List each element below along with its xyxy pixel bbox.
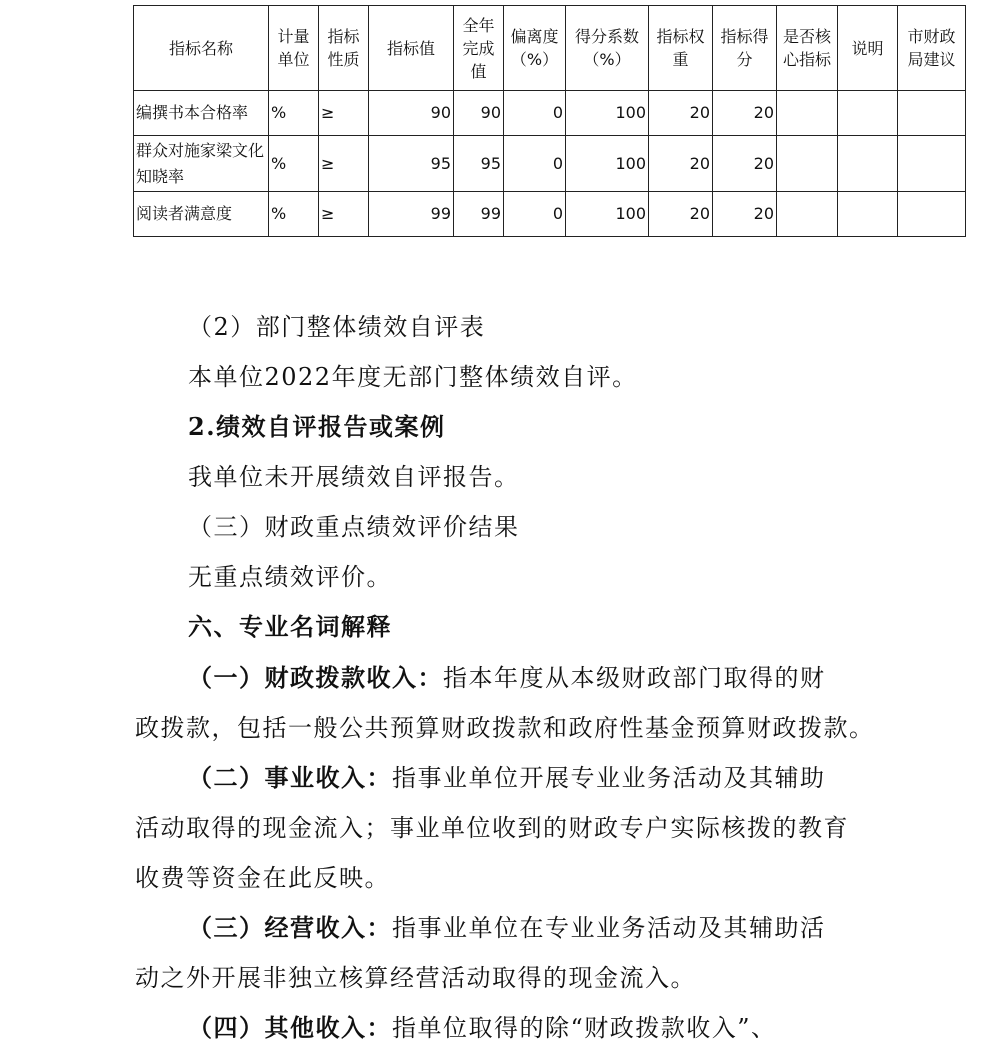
term-text: 指单位取得的除“财政拨款收入”、 bbox=[392, 1014, 777, 1042]
cell-note bbox=[838, 91, 898, 136]
header-indicator-name: 指标名称 bbox=[134, 6, 269, 91]
header-deviation: 偏离度（%） bbox=[504, 6, 566, 91]
cell-deviation: 0 bbox=[504, 136, 566, 192]
table-row bbox=[134, 91, 966, 136]
table-row bbox=[134, 136, 966, 192]
cell-nature: ≥ bbox=[319, 136, 369, 192]
header-score: 指标得分 bbox=[713, 6, 777, 91]
paragraph-line: 动之外开展非独立核算经营活动取得的现金流入。 bbox=[135, 964, 696, 992]
term-text: 指事业单位在专业业务活动及其辅助活 bbox=[392, 914, 826, 942]
cell-is-core bbox=[777, 91, 838, 136]
term-definition-line bbox=[188, 758, 826, 793]
header-is-core: 是否核心指标 bbox=[777, 6, 838, 91]
cell-deviation: 0 bbox=[504, 91, 566, 136]
term-label: （一）财政拨款收入： bbox=[188, 663, 443, 692]
cell-note bbox=[838, 192, 898, 237]
cell-score: 20 bbox=[713, 91, 777, 136]
table-row bbox=[134, 192, 966, 237]
paragraph-line: 我单位未开展绩效自评报告。 bbox=[188, 463, 520, 491]
cell-weight: 20 bbox=[649, 136, 713, 192]
term-label: （三）经营收入： bbox=[188, 913, 392, 942]
cell-actual-value: 99 bbox=[454, 192, 504, 237]
header-unit: 计量单位 bbox=[269, 6, 319, 91]
cell-weight: 20 bbox=[649, 91, 713, 136]
section-heading: 2.绩效自评报告或案例 bbox=[188, 412, 446, 441]
cell-indicator-name: 编撰书本合格率 bbox=[134, 91, 269, 136]
cell-score: 20 bbox=[713, 136, 777, 192]
cell-score-coefficient: 100 bbox=[566, 192, 649, 237]
cell-note bbox=[838, 136, 898, 192]
paragraph-line: 收费等资金在此反映。 bbox=[135, 864, 390, 892]
cell-weight: 20 bbox=[649, 192, 713, 237]
cell-bureau-advice bbox=[898, 136, 966, 192]
cell-nature: ≥ bbox=[319, 192, 369, 237]
header-actual-value: 全年完成值 bbox=[454, 6, 504, 91]
cell-is-core bbox=[777, 192, 838, 237]
header-nature: 指标性质 bbox=[319, 6, 369, 91]
cell-deviation: 0 bbox=[504, 192, 566, 237]
paragraph-line: 政拨款，包括一般公共预算财政拨款和政府性基金预算财政拨款。 bbox=[135, 714, 875, 742]
table-header-row bbox=[134, 6, 966, 91]
header-bureau-advice: 市财政局建议 bbox=[898, 6, 966, 91]
cell-unit: % bbox=[269, 192, 319, 237]
header-target-value: 指标值 bbox=[369, 6, 454, 91]
cell-indicator-name: 阅读者满意度 bbox=[134, 192, 269, 237]
cell-unit: % bbox=[269, 136, 319, 192]
paragraph-line: 本单位2022年度无部门整体绩效自评。 bbox=[188, 363, 638, 391]
cell-score-coefficient: 100 bbox=[566, 136, 649, 192]
cell-indicator-name: 群众对施家梁文化知晓率 bbox=[134, 136, 269, 192]
term-definition-line bbox=[188, 1008, 777, 1043]
term-label: （四）其他收入： bbox=[188, 1013, 392, 1042]
cell-actual-value: 90 bbox=[454, 91, 504, 136]
cell-target-value: 90 bbox=[369, 91, 454, 136]
cell-unit: % bbox=[269, 91, 319, 136]
section-heading: 六、专业名词解释 bbox=[188, 612, 392, 641]
cell-nature: ≥ bbox=[319, 91, 369, 136]
performance-metrics-table bbox=[133, 5, 966, 237]
cell-score-coefficient: 100 bbox=[566, 91, 649, 136]
cell-score: 20 bbox=[713, 192, 777, 237]
term-text: 指本年度从本级财政部门取得的财 bbox=[443, 664, 826, 692]
cell-bureau-advice bbox=[898, 192, 966, 237]
cell-is-core bbox=[777, 136, 838, 192]
cell-target-value: 99 bbox=[369, 192, 454, 237]
term-definition-line bbox=[188, 658, 826, 693]
term-label: （二）事业收入： bbox=[188, 763, 392, 792]
cell-bureau-advice bbox=[898, 91, 966, 136]
term-definition-line bbox=[188, 908, 826, 943]
header-weight: 指标权重 bbox=[649, 6, 713, 91]
header-note: 说明 bbox=[838, 6, 898, 91]
paragraph-line: 活动取得的现金流入；事业单位收到的财政专户实际核拨的教育 bbox=[135, 814, 849, 842]
term-text: 指事业单位开展专业业务活动及其辅助 bbox=[392, 764, 826, 792]
cell-target-value: 95 bbox=[369, 136, 454, 192]
cell-actual-value: 95 bbox=[454, 136, 504, 192]
header-score-coefficient: 得分系数（%） bbox=[566, 6, 649, 91]
subsection-heading: （2）部门整体绩效自评表 bbox=[188, 313, 486, 341]
paragraph-line: 无重点绩效评价。 bbox=[188, 563, 392, 591]
subsection-heading: （三）财政重点绩效评价结果 bbox=[188, 513, 520, 541]
